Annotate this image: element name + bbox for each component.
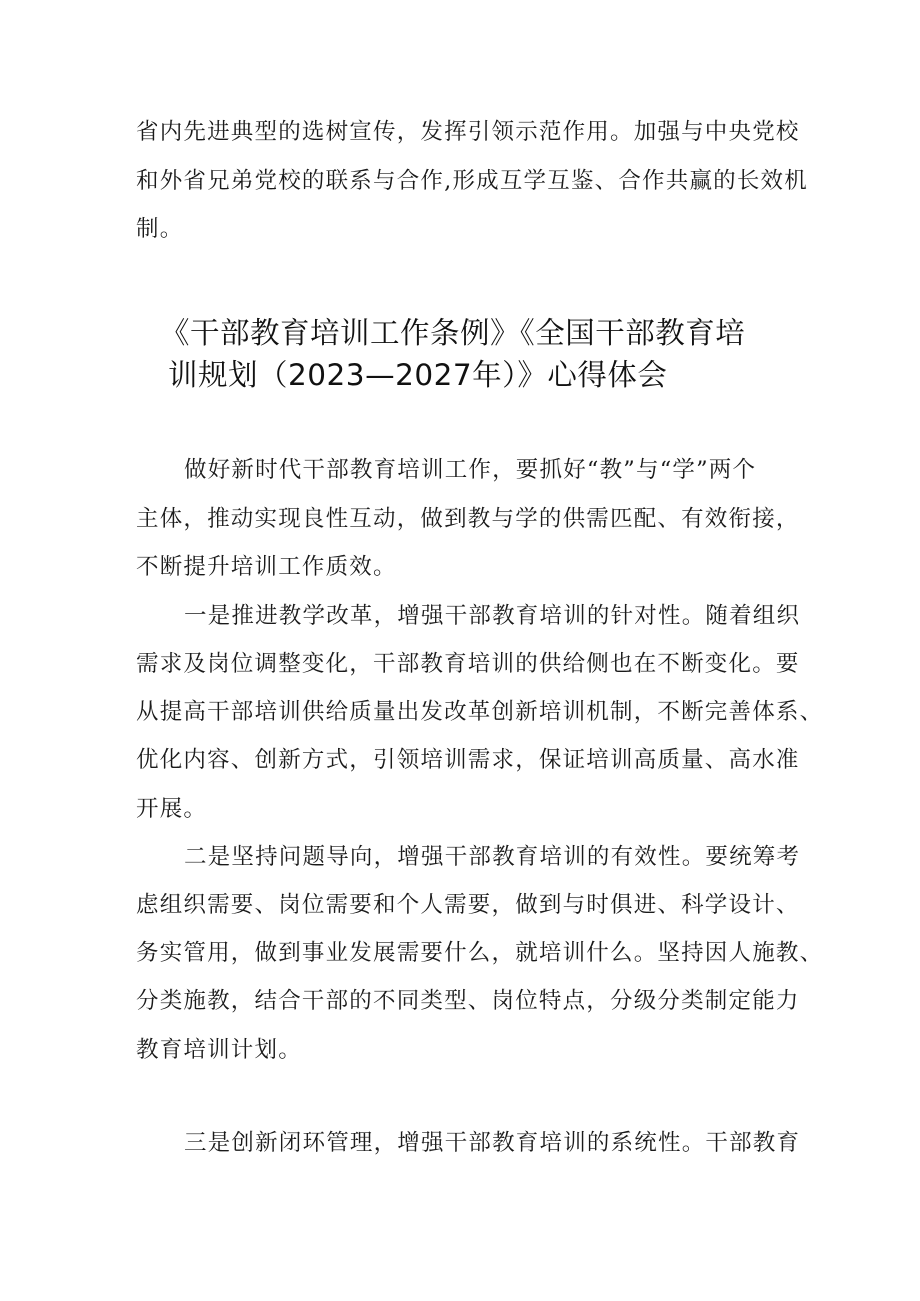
text-line: 教育培训计划。	[136, 1037, 302, 1063]
text-line: 做好新时代干部教育培训工作，要抓好“教”与“学”两个	[184, 457, 757, 483]
text-line: 从提高干部培训供给质量出发改革创新培训机制，不断完善体系、	[136, 699, 824, 725]
title-line: 训规划（2023—2027年）》心得体会	[168, 358, 668, 392]
text-line: 分类施教，结合干部的不同类型、岗位特点，分级分类制定能力	[136, 988, 800, 1014]
text-line: 一是推进教学改革，增强干部教育培训的针对性。随着组织	[184, 603, 801, 629]
text-line: 开展。	[136, 796, 208, 822]
text-line: 务实管用，做到事业发展需要什么，就培训什么。坚持因人施教、	[136, 940, 824, 966]
text-line: 省内先进典型的选树宣传，发挥引领示范作用。加强与中央党校	[136, 119, 800, 145]
text-line: 和外省兄弟党校的联系与合作,形成互学互鉴、合作共赢的长效机	[136, 168, 808, 194]
text-line: 二是坚持问题导向，增强干部教育培训的有效性。要统筹考	[184, 844, 801, 870]
text-line: 三是创新闭环管理，增强干部教育培训的系统性。干部教育	[184, 1130, 801, 1156]
title-line: 《干部教育培训工作条例》《全国干部教育培	[160, 316, 746, 350]
text-line: 需求及岗位调整变化，干部教育培训的供给侧也在不断变化。要	[136, 651, 800, 677]
text-line: 优化内容、创新方式，引领培训需求，保证培训高质量、高水准	[136, 747, 800, 773]
text-line: 不断提升培训工作质效。	[136, 554, 397, 580]
text-line: 主体，推动实现良性互动，做到教与学的供需匹配、有效衔接，	[136, 506, 800, 532]
text-line: 制。	[136, 216, 184, 242]
text-line: 虑组织需要、岗位需要和个人需要，做到与时俱进、科学设计、	[136, 892, 800, 918]
